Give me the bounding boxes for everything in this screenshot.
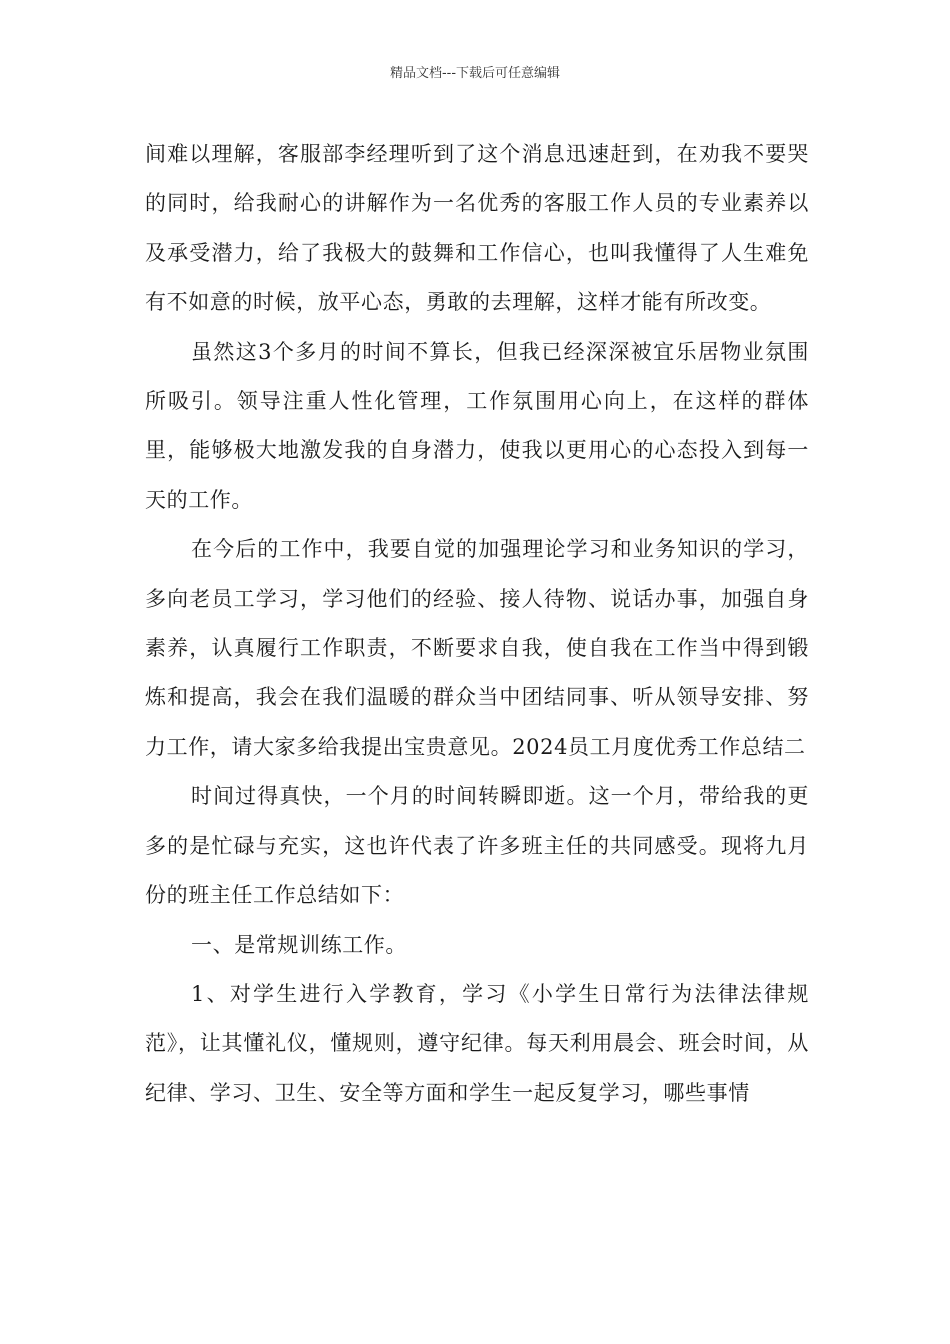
paragraph-4: 时间过得真快，一个月的时间转瞬即逝。这一个月，带给我的更多的是忙碌与充实，这也许代表了许多班主任的共同感受。现将九月份的班主任工作总结如下： (145, 784, 809, 908)
paragraph-3: 在今后的工作中，我要自觉的加强理论学习和业务知识的学习，多向老员工学习，学习他们的经验、接人待物、说话办事，加强自身素养，认真履行工作职责，不断要求自我，使自我在工作当中得到锻炼和提高，我会在我们温暖的群众当中团结同事、听从领导安排、努力工作，请大家多给我提出宝贵意见。2024员工月度优秀工作总结二 (145, 537, 809, 759)
document-body (145, 130, 809, 1118)
section-heading-1: 一、是常规训练工作。 (191, 932, 407, 957)
paragraph-5: 1、对学生进行入学教育，学习《小学生日常行为法律法律规范》，让其懂礼仪，懂规则，遵守纪律。每天利用晨会、班会时间，从纪律、学习、卫生、安全等方面和学生一起反复学习，哪些事情 (145, 981, 809, 1105)
paragraph-1: 间难以理解，客服部李经理听到了这个消息迅速赶到，在劝我不要哭的同时，给我耐心的讲解作为一名优秀的客服工作人员的专业素养以及承受潜力，给了我极大的鼓舞和工作信心，也叫我懂得了人生难免有不如意的时候，放平心态，勇敢的去理解，这样才能有所改变。 (145, 142, 809, 315)
paragraph-2: 虽然这3个多月的时间不算长，但我已经深深被宜乐居物业氛围所吸引。领导注重人性化管理，工作氛围用心向上，在这样的群体里，能够极大地激发我的自身潜力，使我以更用心的心态投入到每一天的工作。 (145, 339, 809, 512)
page-header: 精品文档---下载后可任意编辑 (389, 66, 561, 81)
